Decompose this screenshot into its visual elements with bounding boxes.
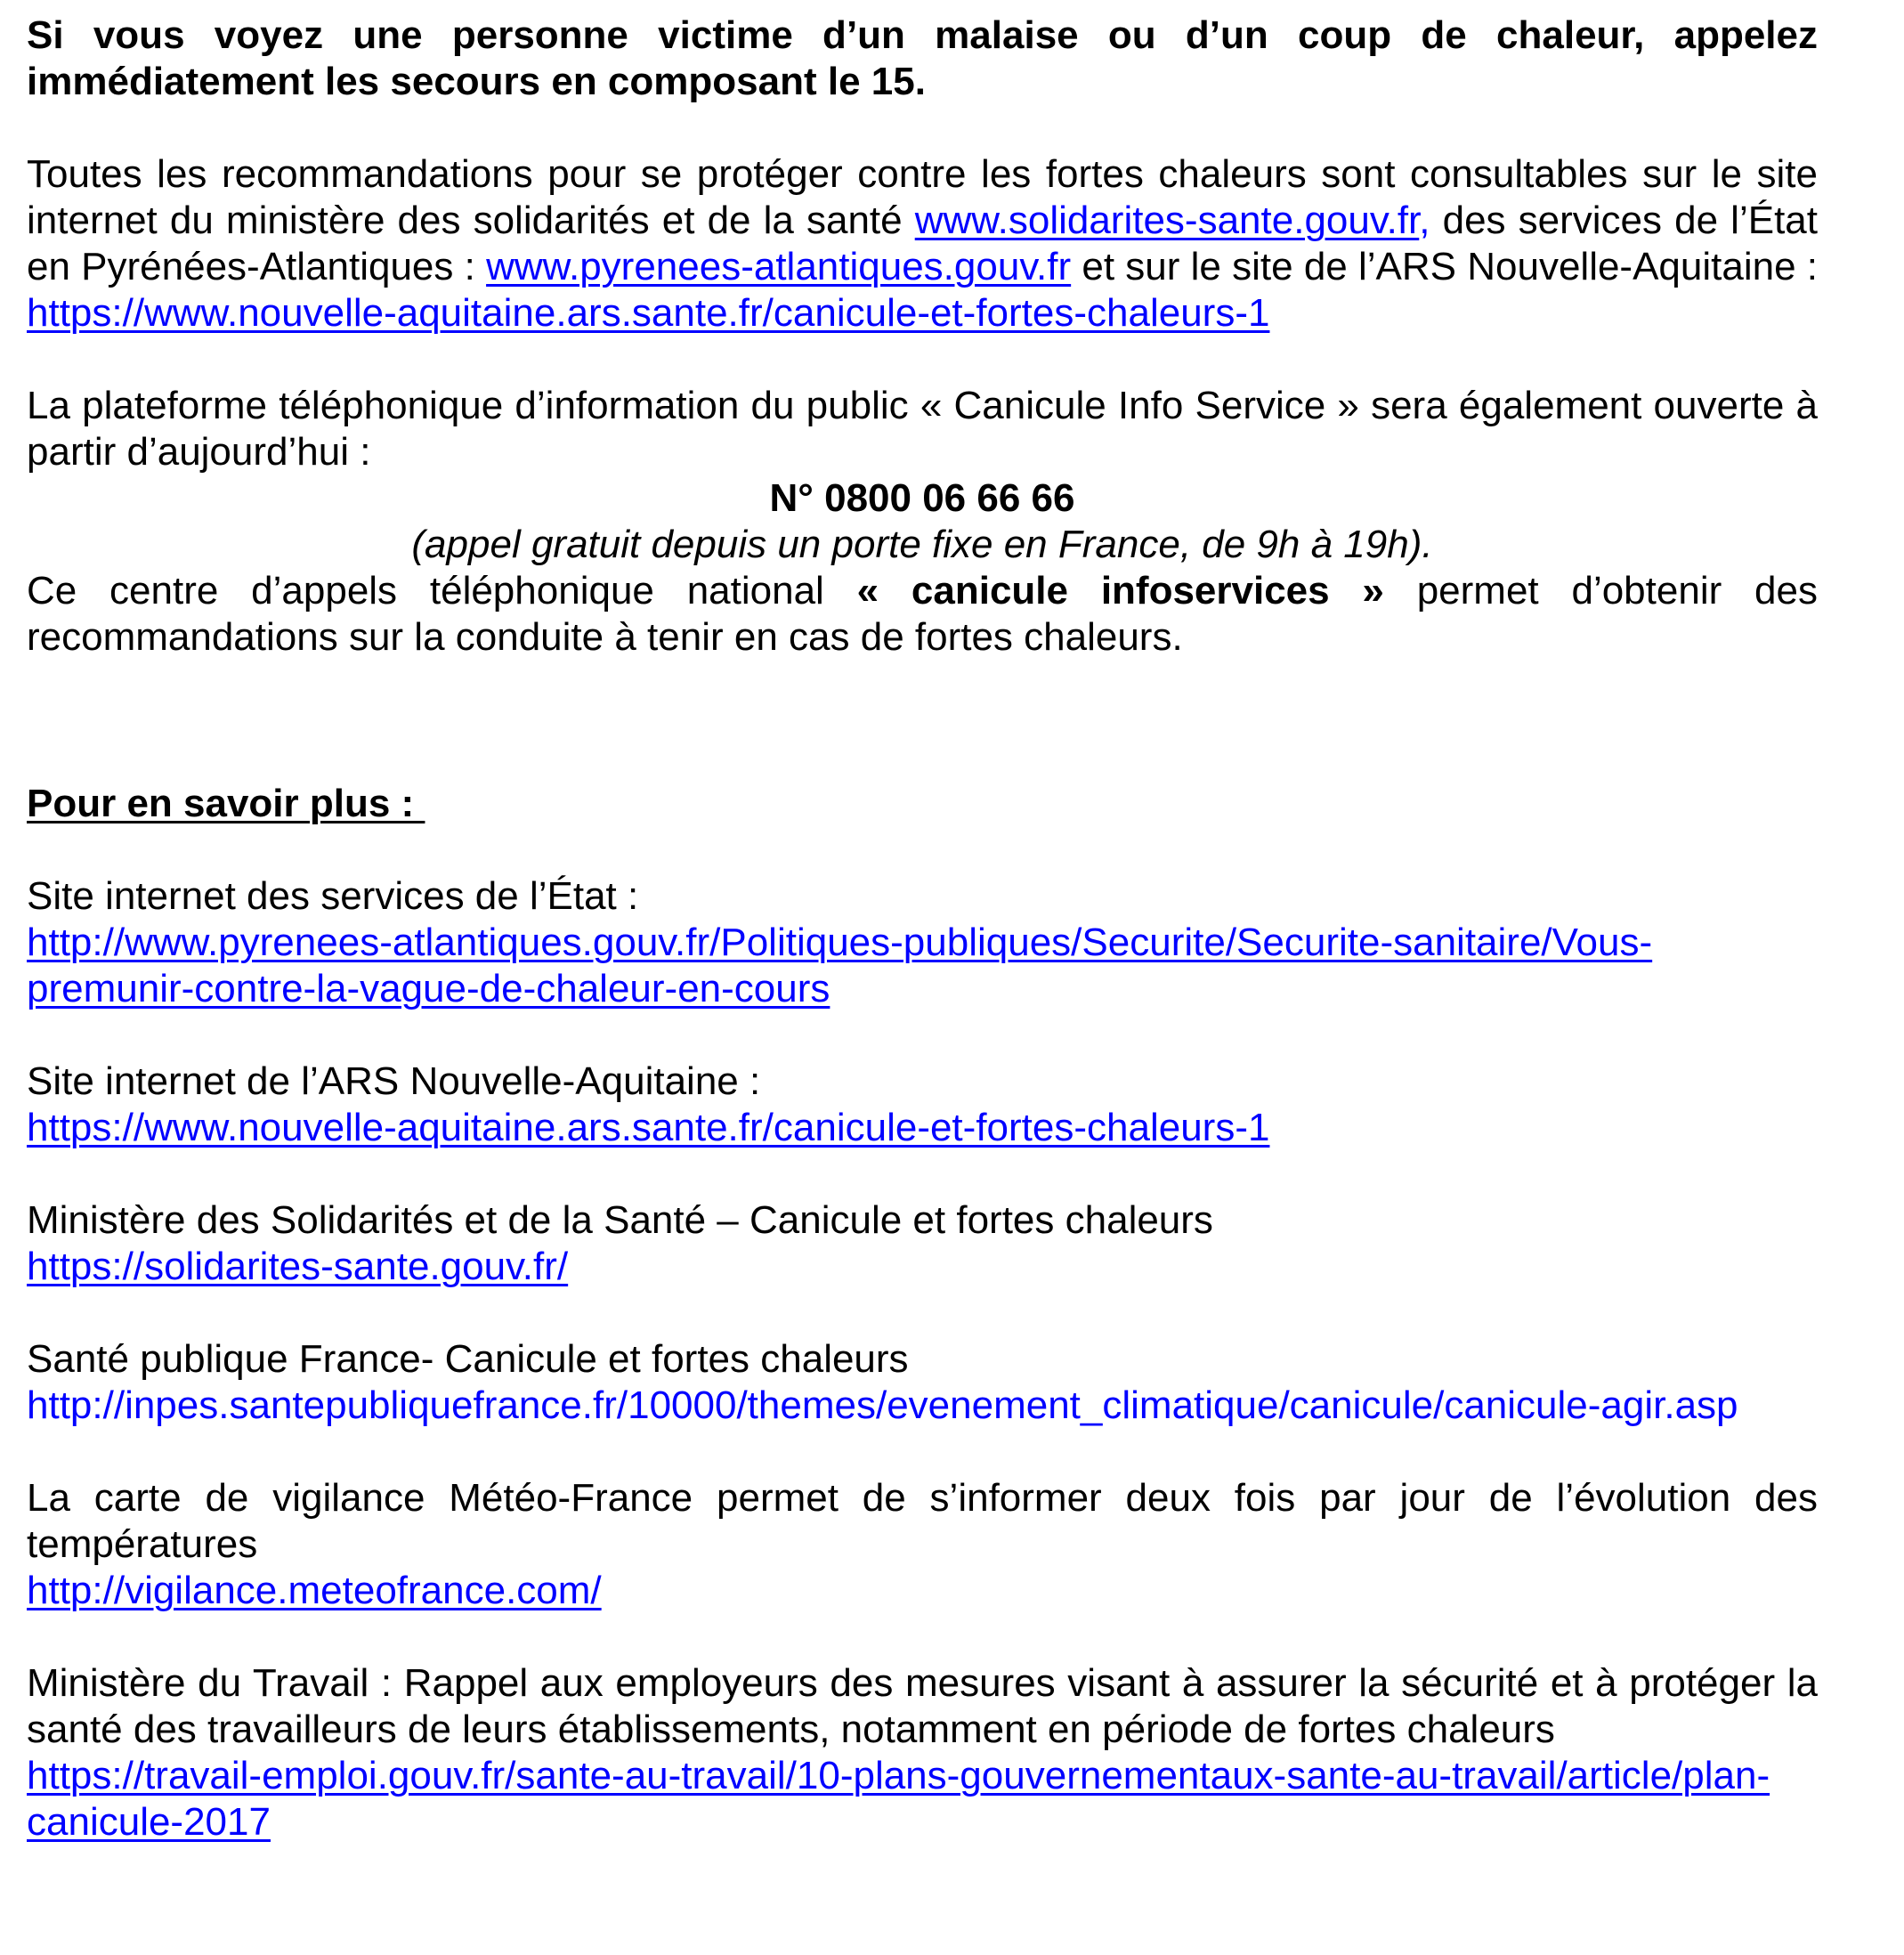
section-sante-publique-label: Santé publique France- Canicule et fortes chaleurs — [27, 1337, 909, 1381]
link-solidarites-sante-gouv[interactable]: www.solidarites-sante.gouv.fr — [914, 199, 1420, 242]
section-ars-label: Site internet de l’ARS Nouvelle-Aquitaine : — [27, 1059, 761, 1103]
more-info-heading — [27, 781, 1818, 827]
link-solidarites-sante-home[interactable]: https://solidarites-sante.gouv.fr/ — [27, 1245, 569, 1288]
section-ministere-travail — [27, 1660, 1818, 1845]
hotline-description — [27, 568, 1818, 661]
section-site-etat-label: Site internet des services de l’État : — [27, 874, 639, 918]
link-pyrenees-politiques-publiques[interactable]: http://www.pyrenees-atlantiques.gouv.fr/Politiques-publiques/Securite/Securite-sanitaire/Vous-premunir-contre-la-vague-de-chaleur-en-cours — [27, 921, 1653, 1010]
section-meteo-france — [27, 1475, 1818, 1614]
comma-after-link1: , — [1419, 199, 1430, 242]
link-travail-emploi-plan-canicule[interactable]: https://travail-emploi.gouv.fr/sante-au-travail/10-plans-gouvernementaux-sante-au-travail/article/plan-canicule-2017 — [27, 1754, 1770, 1844]
section-ministere-solidarites-label: Ministère des Solidarités et de la Santé – Canicule et fortes chaleurs — [27, 1198, 1213, 1242]
hotline-description-bold: « canicule infoservices » — [856, 569, 1384, 612]
section-sante-publique-france — [27, 1336, 1818, 1429]
hotline-description-text-2: permet d’obtenir des recommandations sur la conduite à tenir en cas de fortes chaleurs. — [27, 569, 1818, 659]
link-ars-canicule-fortes-chaleurs[interactable]: https://www.nouvelle-aquitaine.ars.sante.fr/canicule-et-fortes-chaleurs-1 — [27, 1106, 1270, 1149]
link-inpes-canicule-agir[interactable]: http://inpes.santepubliquefrance.fr/10000/themes/evenement_climatique/canicule/canicule-agir.asp — [27, 1383, 1738, 1427]
link-vigilance-meteofrance[interactable]: http://vigilance.meteofrance.com/ — [27, 1569, 602, 1612]
link-pyrenees-atlantiques-gouv[interactable]: www.pyrenees-atlantiques.gouv.fr — [486, 245, 1072, 288]
hotline-intro: La plateforme téléphonique d’information du public « Canicule Info Service » sera également ouverte à partir d’aujourd’hui : — [27, 384, 1818, 474]
section-ars-nouvelle-aquitaine — [27, 1059, 1818, 1151]
recommendations-paragraph — [27, 151, 1818, 337]
hotline-description-text-1: Ce centre d’appels téléphonique national — [27, 569, 857, 612]
section-ministere-solidarites — [27, 1197, 1818, 1290]
hotline-phone-number: N° 0800 06 66 66 — [769, 476, 1075, 520]
recommendations-text-1: Toutes les recommandations pour se protéger contre les fortes chaleurs sont consultables sur le site internet du ministère des solidarités et de la santé — [27, 152, 1818, 242]
recommendations-text-3: et sur le site de l’ARS Nouvelle-Aquitaine : — [1071, 245, 1819, 288]
section-ministere-travail-label: Ministère du Travail : Rappel aux employeurs des mesures visant à assurer la sécurité et à protéger la santé des travailleurs de leurs établissements, notamment en période de fortes chaleurs — [27, 1661, 1818, 1751]
hotline-free-call-note: (appel gratuit depuis un porte fixe en France, de 9h à 19h). — [411, 523, 1433, 566]
recommendations-text-2: des services de l’État en Pyrénées-Atlantiques : — [27, 199, 1819, 288]
more-info-heading-text: Pour en savoir plus : — [27, 782, 425, 825]
section-site-etat — [27, 873, 1818, 1012]
emergency-notice: Si vous voyez une personne victime d’un malaise ou d’un coup de chaleur, appelez immédiatement les secours en composant le 15. — [27, 13, 1818, 103]
section-meteo-france-label: La carte de vigilance Météo-France permet de s’informer deux fois par jour de l’évolution des températures — [27, 1476, 1818, 1566]
link-ars-canicule[interactable]: https://www.nouvelle-aquitaine.ars.sante.fr/canicule-et-fortes-chaleurs-1 — [27, 291, 1270, 335]
